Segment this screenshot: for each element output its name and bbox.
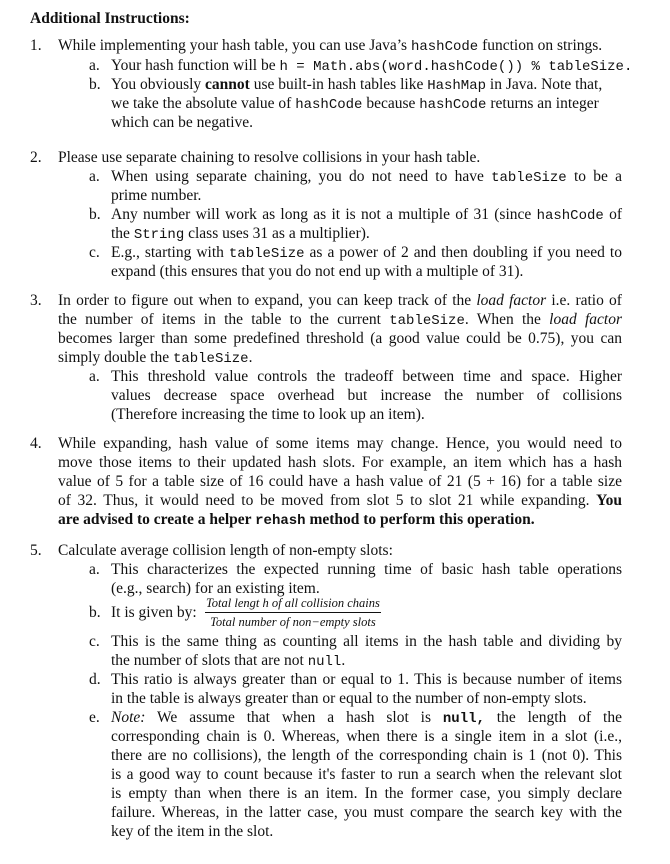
item-2-line-1: Please use separate chaining to resolve collisions in your hash table. <box>58 149 481 166</box>
item-5e-line-7: key of the item in the slot. <box>111 823 274 840</box>
item-1-number: 1. <box>30 37 42 54</box>
item-4-line-2: move those items to their updated hash slots. For example, an item which has a hash <box>58 454 622 471</box>
item-2b-line-2: the String class uses 31 as a multiplier). <box>111 225 370 243</box>
item-2a-line-2: prime number. <box>111 187 202 204</box>
item-5e-line-5: is empty than when there is an item. In the former case, you simply declare <box>111 785 622 802</box>
item-1a-line-1: Your hash function will be h = Math.abs(word.hashCode()) % tableSize. <box>111 57 633 75</box>
item-5-number: 5. <box>30 542 42 559</box>
item-4-line-1: While expanding, hash value of some items may change. Hence, you would need to <box>58 435 622 452</box>
item-5b-text: It is given by: <box>111 604 197 621</box>
item-5c-letter: c. <box>89 633 100 650</box>
item-5e-line-2: corresponding chain is 0. Whereas, when there is a single item in a slot (i.e., <box>111 728 622 745</box>
item-5e-letter: e. <box>89 709 100 726</box>
item-4-line-3: value of 5 for a table size of 16 could have a hash value of 21 (5 + 16) for a table size <box>58 473 622 490</box>
item-3a-letter: a. <box>89 368 100 385</box>
item-2b-line-1: Any number will work as long as it is not a multiple of 31 (since hashCode of <box>111 206 622 224</box>
item-3-line-3: becomes larger than some predefined threshold (a good value could be 0.75), you can <box>58 330 622 347</box>
item-5c-line-2: the number of slots that are not null. <box>111 652 346 670</box>
item-4-line-4: of 32. Thus, it would need to be moved from slot 5 to slot 21 while expanding. You <box>58 492 622 509</box>
item-2-number: 2. <box>30 149 42 166</box>
item-1b-line-1: You obviously cannot use built-in hash tables like HashMap in Java. Note that, <box>111 76 603 94</box>
item-5a-line-1: This characterizes the expected running time of basic hash table operations <box>111 561 622 578</box>
item-3-line-4: simply double the tableSize. <box>58 349 253 367</box>
item-2c-line-1: E.g., starting with tableSize as a power of 2 and then doubling if you need to <box>111 244 622 262</box>
item-1b-letter: b. <box>89 76 101 93</box>
item-5-line-1: Calculate average collision length of non-empty slots: <box>58 542 393 559</box>
item-1-line-1: While implementing your hash table, you can use Java’s hashCode function on strings. <box>58 37 603 55</box>
item-1b-line-3: which can be negative. <box>111 114 254 131</box>
item-5b-letter: b. <box>89 604 101 621</box>
item-2c-letter: c. <box>89 244 100 261</box>
item-5a-letter: a. <box>89 561 100 578</box>
item-5e-line-3: there are no collisions), the length of the corresponding chain is 1 (not 0). This <box>111 747 622 764</box>
item-5d-letter: d. <box>89 671 101 688</box>
item-3-number: 3. <box>30 292 42 309</box>
item-2a-letter: a. <box>89 168 100 185</box>
item-5a-line-2: (e.g., search) for an existing item. <box>111 580 320 597</box>
item-1a-letter: a. <box>89 57 100 74</box>
item-3a-line-1: This threshold value controls the tradeoff between time and space. Higher <box>111 368 622 385</box>
item-5c-line-1: This is the same thing as counting all items in the hash table and dividing by <box>111 633 622 650</box>
formula-numerator: Total lengt h of all collision chains <box>205 596 381 613</box>
item-3-line-2: the number of items in the table to the current tableSize. When the load factor <box>58 311 622 329</box>
item-2b-letter: b. <box>89 206 101 223</box>
item-3a-line-3: (Therefore increasing the time to look up an item). <box>111 406 425 423</box>
formula-denominator: Total number of non−empty slots <box>210 615 376 629</box>
collision-length-formula <box>205 596 381 630</box>
item-4-number: 4. <box>30 435 42 452</box>
item-2a-line-1: When using separate chaining, you do not need to have tableSize to be a <box>111 168 622 186</box>
item-5e-line-4: is a good way to count because it's faster to run a search when the relevant slot <box>111 766 622 783</box>
item-1b-line-2: we take the absolute value of hashCode because hashCode returns an integer <box>111 95 599 113</box>
section-heading: Additional Instructions: <box>30 10 190 27</box>
item-2c-line-2: expand (this ensures that you do not end up with a multiple of 31). <box>111 263 524 280</box>
item-5e-line-6: failure. Whereas, in the latter case, you must compare the search key with the <box>111 804 622 821</box>
item-5d-line-2: in the table is always greater than or equal to the number of non-empty slots. <box>111 690 587 707</box>
item-3a-line-2: values decrease space overhead but increase the number of collisions <box>111 387 622 404</box>
item-4-line-5: are advised to create a helper rehash method to perform this operation. <box>58 511 535 529</box>
item-5e-line-1: Note: We assume that when a hash slot is null, the length of the <box>111 709 622 727</box>
item-3-line-1: In order to figure out when to expand, you can keep track of the load factor i.e. ratio of <box>58 292 622 309</box>
item-5d-line-1: This ratio is always greater than or equal to 1. This is because number of items <box>111 671 622 688</box>
